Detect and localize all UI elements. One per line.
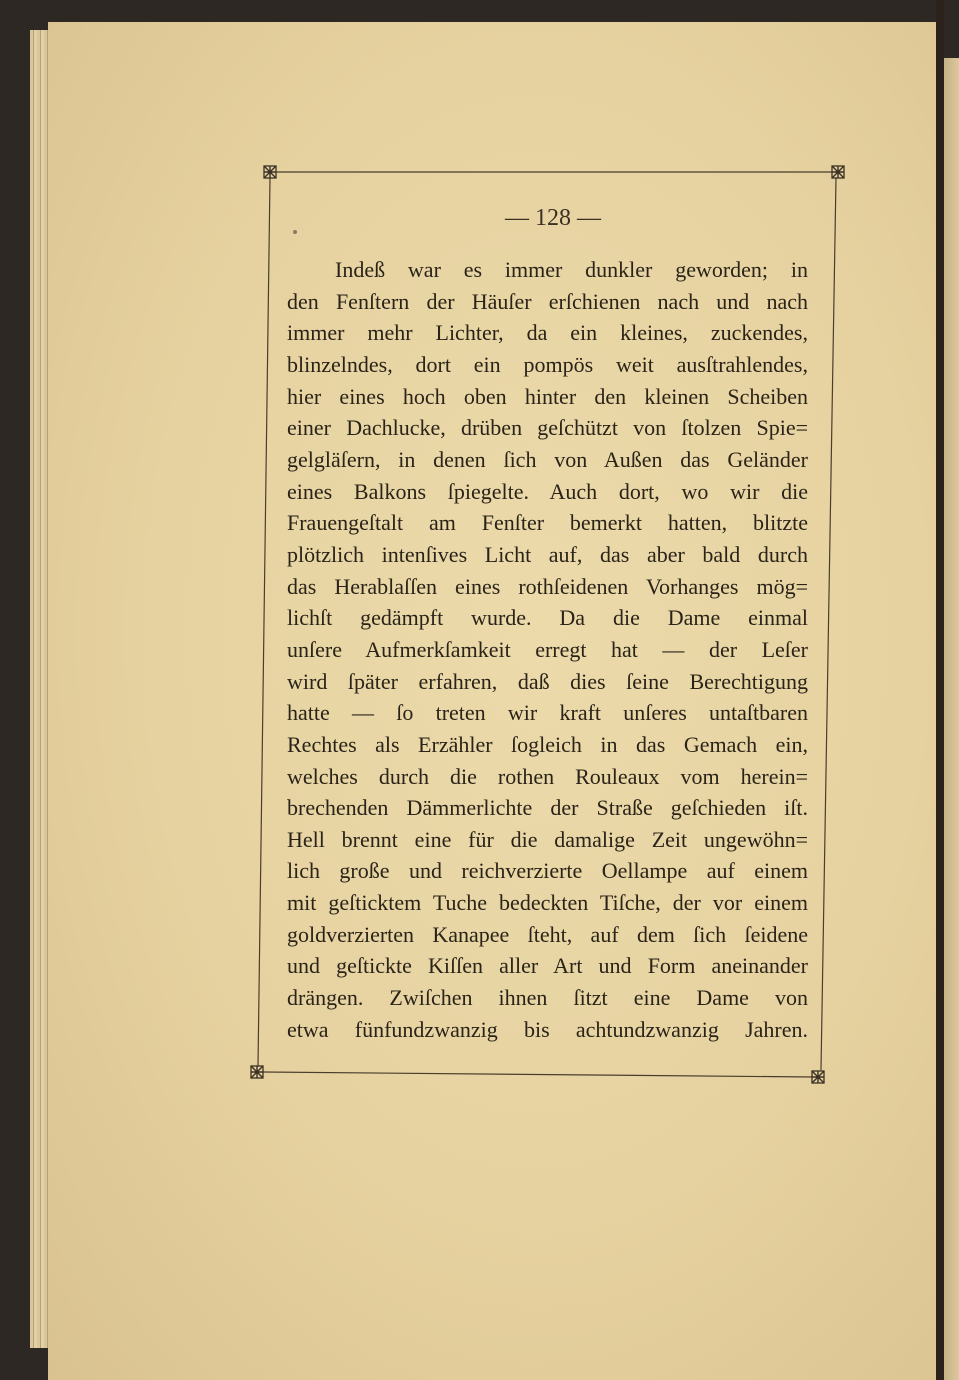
text-line: brechenden Dämmerlichte der Straße geſchieden iſt. — [287, 795, 808, 821]
frame-left-rule — [258, 178, 270, 1066]
text-line: Indeß war es immer dunkler geworden; in — [335, 257, 808, 282]
corner-ornament-top-right — [832, 166, 844, 178]
text-line: einer Dachlucke, drüben geſchützt von ſtolzen Spie= — [287, 415, 808, 441]
text-line: etwa fünfundzwanzig bis achtundzwanzig Jahren. — [287, 1016, 808, 1042]
text-line: drängen. Zwiſchen ihnen ſitzt eine Dame von — [287, 985, 808, 1011]
text-line: Rechtes als Erzähler ſogleich in das Gemach ein, — [287, 731, 808, 757]
text-line: plötzlich intenſives Licht auf, das aber bald durch — [287, 541, 808, 567]
text-line: eines Balkons ſpiegelte. Auch dort, wo wir die — [287, 478, 808, 504]
text-line: welches durch die rothen Rouleaux vom herein= — [287, 763, 808, 789]
text-line: hier eines hoch oben hinter den kleinen Scheiben — [287, 383, 808, 409]
text-line: mit geſticktem Tuche bedeckten Tiſche, der vor einem — [287, 890, 808, 916]
text-line: lichſt gedämpft wurde. Da die Dame einmal — [287, 605, 808, 631]
body-text — [287, 254, 808, 1045]
corner-ornament-bottom-left — [251, 1066, 263, 1078]
text-line: hatte — ſo treten wir kraft unſeres untaſtbaren — [287, 700, 808, 726]
ink-speck — [293, 230, 297, 234]
text-line: immer mehr Lichter, da ein kleines, zuckendes, — [287, 320, 808, 346]
text-line: und geſtickte Kiſſen aller Art und Form aneinander — [287, 953, 808, 979]
text-line: Hell brennt eine für die damalige Zeit ungewöhn= — [287, 826, 808, 852]
frame-right-rule — [821, 178, 836, 1070]
text-line: das Herablaſſen eines rothſeidenen Vorhanges mög= — [287, 573, 808, 599]
text-line: den Fenſtern der Häuſer erſchienen nach und nach — [287, 288, 808, 314]
text-line: lich große und reichverzierte Oellampe auf einem — [287, 858, 808, 884]
text-line: unſere Aufmerkſamkeit erregt hat — der Leſer — [287, 636, 808, 662]
text-line: gelgläſern, in denen ſich von Außen das Geländer — [287, 446, 808, 472]
text-line: Frauengeſtalt am Fenſter bemerkt hatten, blitzte — [287, 510, 808, 536]
text-line: wird ſpäter erfahren, daß dies ſeine Berechtigung — [287, 668, 808, 694]
text-line: blinzelndes, dort ein pompös weit ausſtrahlendes, — [287, 351, 808, 377]
corner-ornament-bottom-right — [812, 1071, 824, 1083]
text-line: goldverzierten Kanapee ſteht, auf dem ſich ſeidene — [287, 921, 808, 947]
corner-ornament-top-left — [264, 166, 276, 178]
frame-bottom-rule — [263, 1072, 813, 1077]
page-number: — 128 — — [505, 205, 601, 231]
